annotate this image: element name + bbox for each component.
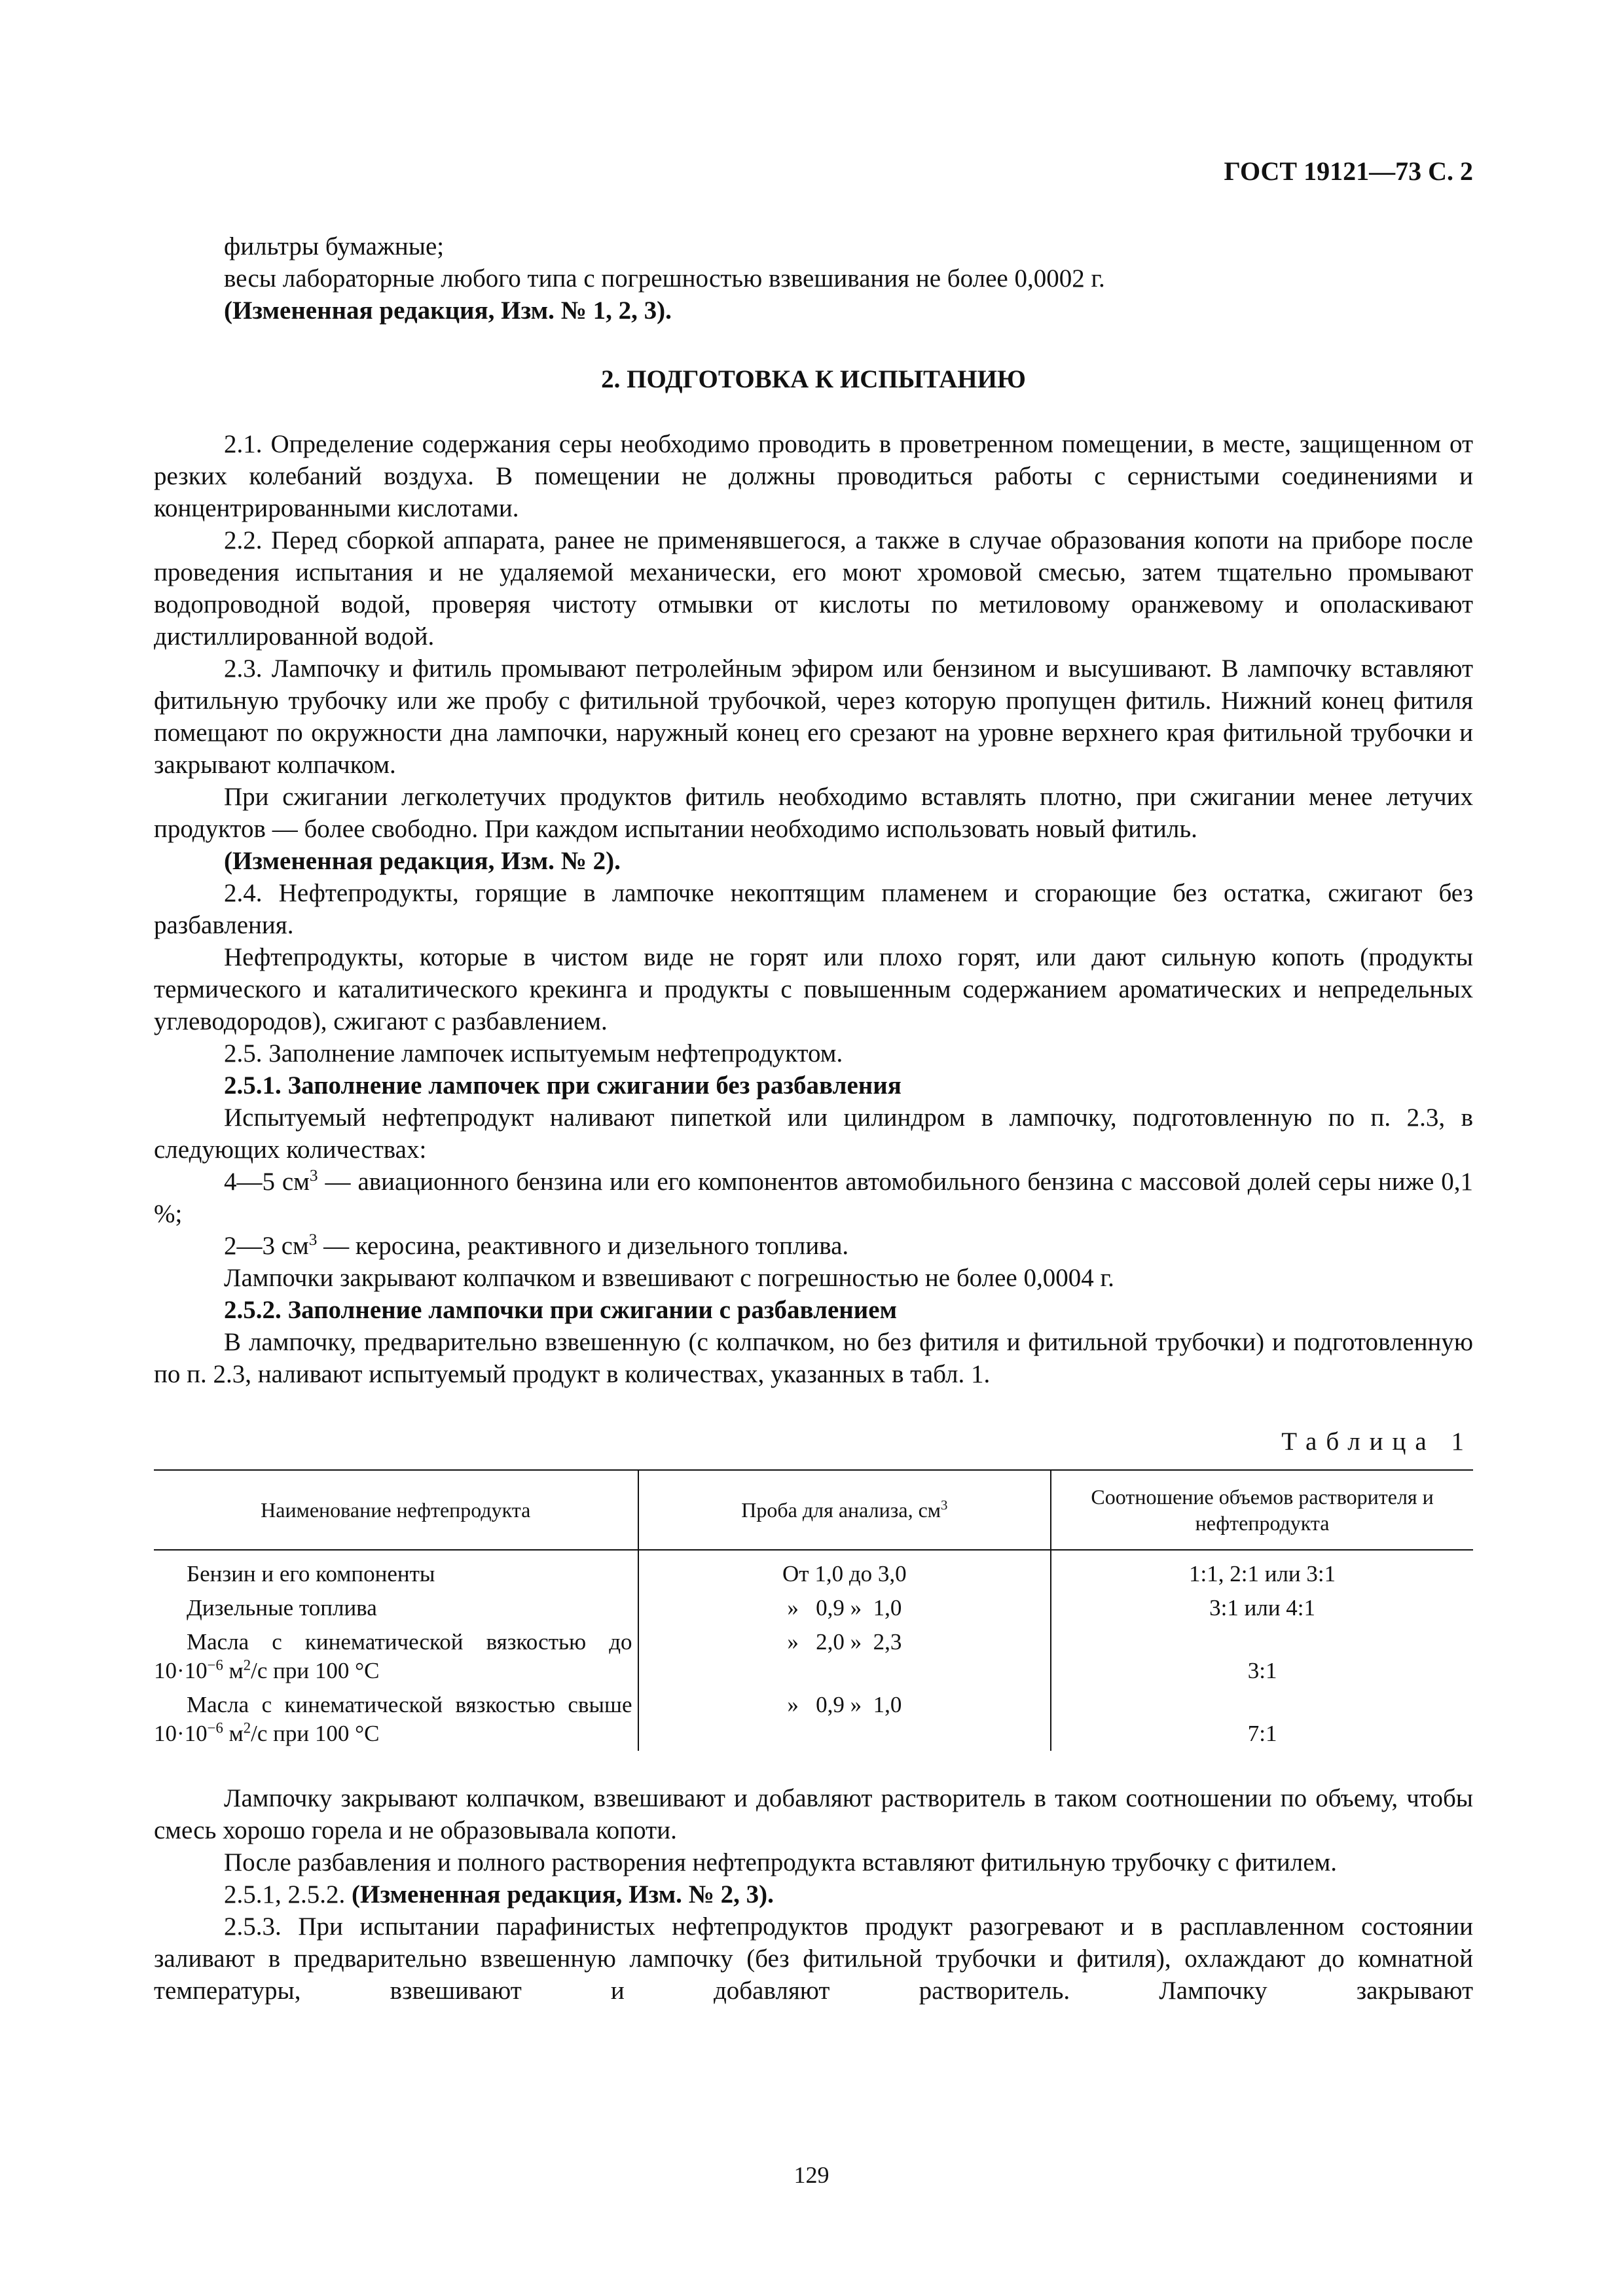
paragraph: Лампочки закрывают колпачком и взвешивают с погрешностью не более 0,0004 г. (224, 1264, 1114, 1292)
amendment-note (154, 1878, 1473, 1910)
quantity-text: — авиационного бензина или его компонентов автомобильного бензина с массовой долей серы ниже 0,1 %; (154, 1168, 1473, 1228)
product-name: Дизельные топлива (187, 1595, 377, 1621)
section-title: 2. ПОДГОТОВКА К ИСПЫТАНИЮ (601, 365, 1026, 393)
paragraph-2-4: 2.4. Нефтепродукты, горящие в лампочке некоптящим пламенем и сгорающие без остатка, сжигают без разбавления. (154, 879, 1473, 939)
amendment-text: (Измененная редакция, Изм. № 2, 3). (352, 1880, 774, 1909)
product-name (154, 1688, 638, 1751)
paragraph-2-5: 2.5. Заполнение лампочек испытуемым нефтепродуктом. (224, 1039, 843, 1067)
subsection-heading (154, 1069, 1473, 1102)
solvent-ratio: 3:1 (1051, 1625, 1473, 1688)
solvent-ratio: 7:1 (1051, 1688, 1473, 1751)
paragraph-2-3: 2.3. Лампочку и фитиль промывают петролейным эфиром или бензином и высушивают. В лампочку вставляют фитильную трубочку или же пробу с фитильной трубочкой, через которую пропущен фитиль. Нижний конец фитиля помещают по окружности дна лампочки, наружный конец его срезают на уровне верхнего края фитильной трубочки и закрывают колпачком. (154, 655, 1473, 779)
product-name (154, 1625, 638, 1688)
amendment-text: (Измененная редакция, Изм. № 1, 2, 3). (224, 296, 672, 325)
subsection-heading (154, 1294, 1473, 1326)
paragraph-2-4-cont: Нефтепродукты, которые в чистом виде не горят или плохо горят, или дают сильную копоть (продукты термического и каталитического крекинга и продукты с повышенным содержанием ароматических и непредельных углеводородов), сжигают с разбавлением. (154, 943, 1473, 1035)
column-header: Наименование нефтепродукта (154, 1470, 638, 1550)
quantity-text: — керосина, реактивного и дизельного топлива. (317, 1232, 849, 1260)
table-row (154, 1688, 1473, 1751)
column-header: Соотношение объемов растворителя и нефтепродукта (1051, 1470, 1473, 1550)
table-header-row (154, 1470, 1473, 1550)
paragraph-2-1: 2.1. Определение содержания серы необходимо проводить в проветренном помещении, в месте, защищенном от резких колебаний воздуха. В помещении не должны проводиться работы с сернистыми соединениями и концентрированными кислотами. (154, 430, 1473, 522)
quantity-value: 2—3 см (224, 1232, 309, 1260)
paragraph: Лампочку закрывают колпачком, взвешивают и добавляют растворитель в таком соотношении по объему, чтобы смесь хорошо горела и не образовывала копоти. (154, 1784, 1473, 1844)
table-row (154, 1550, 1473, 1591)
superscript: 3 (308, 1230, 318, 1249)
sample-volume: От 1,0 до 3,0 (638, 1550, 1051, 1591)
paragraph-2-5-1: Испытуемый нефтепродукт наливают пипеткой или цилиндром в лампочку, подготовленную по п. 2.3, в следующих количествах: (154, 1103, 1473, 1164)
name-part: Масла с кинематической вязкостью свыше 10·10 (154, 1692, 632, 1746)
name-part: м (223, 1658, 244, 1683)
subsection-heading-text: 2.5.2. Заполнение лампочки при сжигании с разбавлением (224, 1296, 898, 1324)
quantity-item (154, 1230, 1473, 1262)
solvent-ratio: 1:1, 2:1 или 3:1 (1051, 1550, 1473, 1591)
amendment-note (154, 295, 1473, 327)
superscript: −6 (207, 1657, 223, 1674)
clause-refs: 2.5.1, 2.5.2. (224, 1880, 352, 1909)
amendment-text: (Измененная редакция, Изм. № 2). (224, 847, 621, 875)
paragraph: весы лабораторные любого типа с погрешностью взвешивания не более 0,0002 г. (224, 264, 1105, 293)
paragraph: фильтры бумажные; (224, 232, 445, 260)
sample-volume: » 2,0 » 2,3 (638, 1625, 1051, 1688)
paragraph: После разбавления и полного растворения нефтепродукта вставляют фитильную трубочку с фитилем. (224, 1848, 1337, 1876)
subsection-heading-text: 2.5.1. Заполнение лампочек при сжигании без разбавления (224, 1071, 902, 1100)
quantity-value: 4—5 см (224, 1168, 310, 1196)
column-header (638, 1470, 1051, 1550)
page-number: 129 (793, 2162, 830, 2188)
superscript: −6 (207, 1719, 223, 1736)
sample-volume: » 0,9 » 1,0 (638, 1591, 1051, 1625)
superscript: 3 (309, 1166, 318, 1185)
column-header-text: Проба для анализа, см (741, 1498, 941, 1522)
solvent-ratio: 3:1 или 4:1 (1051, 1591, 1473, 1625)
paragraph-2-5-3: 2.5.3. При испытании парафинистых нефтепродуктов продукт разогревают и в расплавленном состоянии заливают в предварительно взвешенную лампочку (без фитильной трубочки и фитиля), охлаждают до комнатной температуры, взвешивают и добавляют растворитель. Лампочку закрывают (154, 1912, 1473, 2005)
amendment-note (154, 845, 1473, 877)
name-part: м (223, 1721, 244, 1746)
table-row (154, 1625, 1473, 1688)
name-part: /с при 100 °С (251, 1721, 380, 1746)
superscript: 3 (941, 1498, 948, 1513)
paragraph-2-3-cont: При сжигании легколетучих продуктов фитиль необходимо вставлять плотно, при сжигании менее летучих продуктов — более свободно. При каждом испытании необходимо использовать новый фитиль. (154, 783, 1473, 843)
data-table (154, 1469, 1473, 1751)
paragraph-2-5-2: В лампочку, предварительно взвешенную (с колпачком, но без фитиля и фитильной трубочки) и подготовленную по п. 2.3, наливают испытуемый продукт в количествах, указанных в табл. 1. (154, 1328, 1473, 1388)
superscript: 2 (243, 1657, 251, 1674)
table-caption: Таблица 1 (1281, 1427, 1473, 1456)
document-header: ГОСТ 19121—73 С. 2 (1224, 156, 1473, 186)
page-content (154, 230, 1473, 2007)
paragraph-2-2: 2.2. Перед сборкой аппарата, ранее не применявшегося, а также в случае образования копоти на приборе после проведения испытания и не удаляемой механически, его моют хромовой смесью, затем тщательно промывают водопроводной водой, проверяя чистоту отмывки от кислоты по метиловому оранжевому и ополаскивают дистиллированной водой. (154, 526, 1473, 651)
name-part: /с при 100 °С (251, 1658, 380, 1683)
superscript: 2 (243, 1719, 251, 1736)
quantity-item (154, 1166, 1473, 1230)
table-row (154, 1591, 1473, 1625)
sample-volume: » 0,9 » 1,0 (638, 1688, 1051, 1751)
name-part: Масла с кинематической вязкостью до 10·10 (154, 1629, 632, 1683)
product-name: Бензин и его компоненты (187, 1561, 435, 1587)
